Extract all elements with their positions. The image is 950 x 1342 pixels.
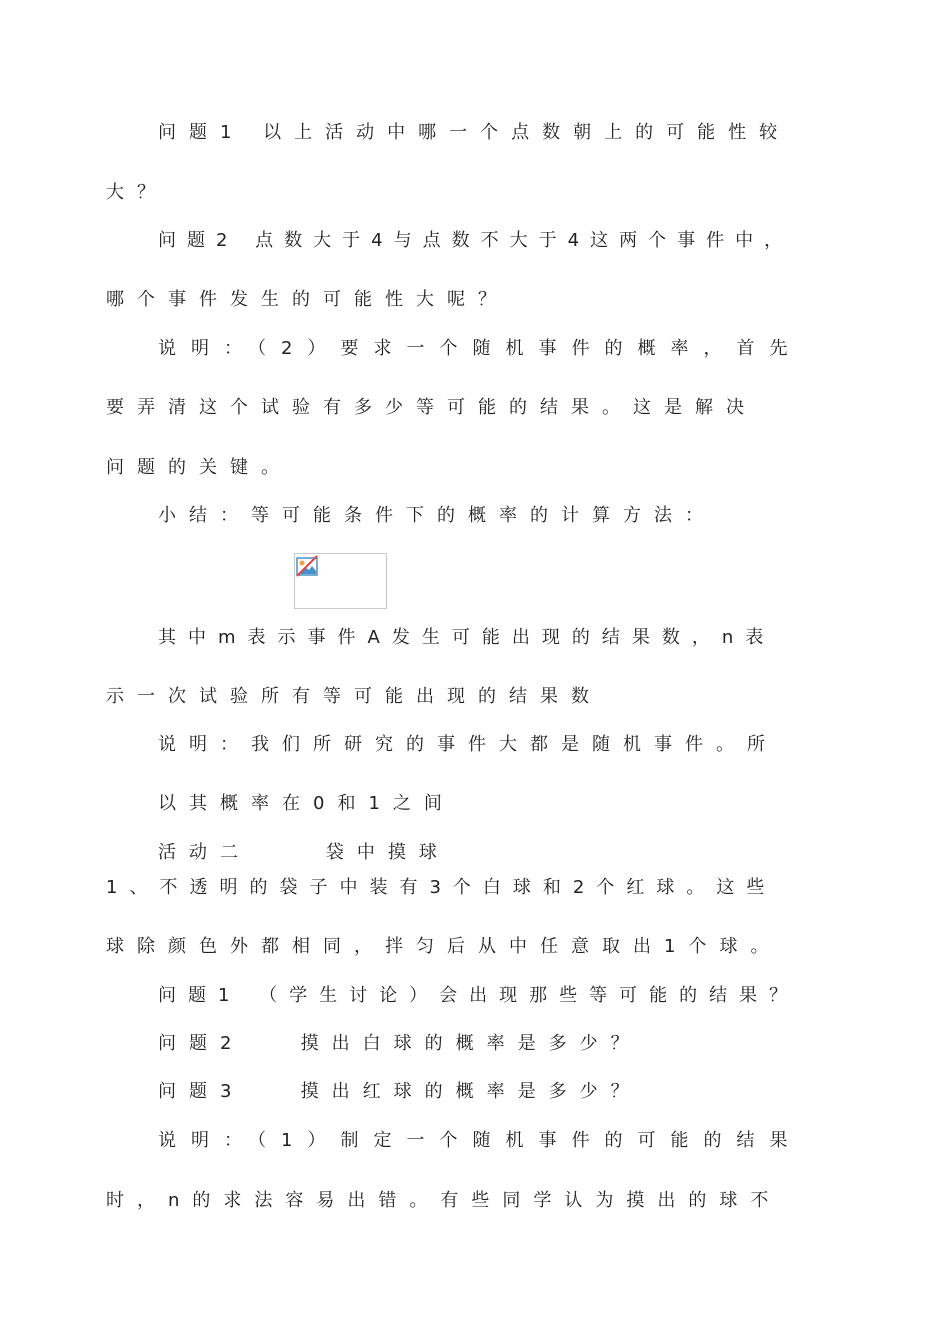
text-line-18: 问题3 摸出红球的概率是多少？ bbox=[158, 1081, 642, 1102]
text-line-11: 说明：我们所研究的事件大都是随机事件。所 bbox=[158, 734, 778, 755]
text-line-8: 小结：等可能条件下的概率的计算方法： bbox=[158, 505, 716, 526]
text-line-5: 说明：（2）要求一个随机事件的概率，首先 bbox=[158, 338, 803, 359]
text-line-1: 问题1 以上活动中哪一个点数朝上的可能性较 bbox=[158, 122, 791, 143]
text-line-15: 球除颜色外都相同，拌匀后从中任意取出1个球。 bbox=[106, 936, 782, 957]
text-line-19: 说明：（1）制定一个随机事件的可能的结果 bbox=[158, 1130, 803, 1151]
text-line-10: 示一次试验所有等可能出现的结果数 bbox=[106, 686, 602, 707]
formula-image bbox=[294, 553, 387, 609]
text-line-17: 问题2 摸出白球的概率是多少？ bbox=[158, 1033, 642, 1054]
text-line-12: 以其概率在0和1之间 bbox=[158, 793, 455, 814]
text-line-16: 问题1 （学生讨论）会出现那些等可能的结果？ bbox=[158, 985, 800, 1006]
text-line-14: 1、不透明的袋子中装有3个白球和2个红球。这些 bbox=[106, 877, 777, 898]
text-line-4: 哪个事件发生的可能性大呢？ bbox=[106, 289, 509, 310]
text-line-13: 活动二 袋中摸球 bbox=[158, 842, 450, 863]
text-line-3: 问题2 点数大于4与点数不大于4这两个事件中， bbox=[158, 230, 794, 251]
text-line-20: 时，n的求法容易出错。有些同学认为摸出的球不 bbox=[106, 1190, 782, 1211]
text-line-7: 问题的关键。 bbox=[106, 457, 292, 478]
text-line-6: 要弄清这个试验有多少等可能的结果。这是解决 bbox=[106, 397, 757, 418]
text-line-9: 其中m表示事件A发生可能出现的结果数，n表 bbox=[158, 627, 776, 648]
text-line-2: 大？ bbox=[106, 182, 168, 203]
broken-image-icon bbox=[296, 555, 318, 577]
